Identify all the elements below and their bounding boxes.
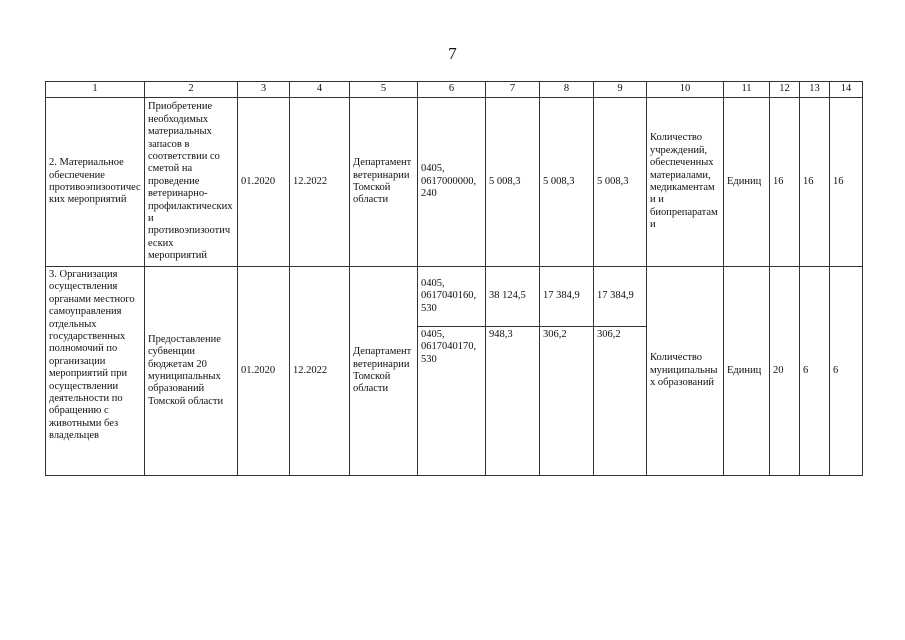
header-cell: 4 [290, 82, 350, 98]
amount-cell: 5 008,3 [540, 98, 594, 267]
value-cell: 6 [830, 267, 863, 476]
header-cell: 2 [145, 82, 238, 98]
header-cell: 13 [800, 82, 830, 98]
header-cell: 10 [647, 82, 724, 98]
amount-cell: 948,3 [486, 327, 540, 476]
value-cell: 16 [830, 98, 863, 267]
amount-cell: 5 008,3 [486, 98, 540, 267]
unit-cell: Единиц [724, 267, 770, 476]
budget-code-cell: 0405, 0617000000, 240 [418, 98, 486, 267]
header-cell: 14 [830, 82, 863, 98]
value-cell: 16 [770, 98, 800, 267]
start-date-cell: 01.2020 [238, 98, 290, 267]
value-cell: 6 [800, 267, 830, 476]
header-cell: 5 [350, 82, 418, 98]
amount-cell: 306,2 [540, 327, 594, 476]
budget-code-cell: 0405, 0617040160, 530 [418, 267, 486, 327]
table-row [46, 98, 863, 267]
activity-description-cell: Предоставление субвенции бюджетам 20 муниципальных образований Томской области [145, 267, 238, 476]
executor-cell: Департамент ветеринарии Томской области [350, 267, 418, 476]
header-row [46, 82, 863, 98]
page-number: 7 [448, 44, 457, 63]
amount-cell: 38 124,5 [486, 267, 540, 327]
activity-name-cell: 3. Организация осуществления органами местного самоуправления отдельных государственных полномочий по организации мероприятий при осуществлении деятельности по обращению с животными без владельцев [46, 267, 145, 476]
header-cell: 12 [770, 82, 800, 98]
budget-code-cell: 0405, 0617040170, 530 [418, 327, 486, 476]
unit-cell: Единиц [724, 98, 770, 267]
value-cell: 16 [800, 98, 830, 267]
value-cell: 20 [770, 267, 800, 476]
header-cell: 3 [238, 82, 290, 98]
activity-name-cell: 2. Материальное обеспечение противоэпизоотических мероприятий [46, 98, 145, 267]
program-table [45, 81, 863, 476]
indicator-cell: Количество учреждений, обеспеченных материалами, медикаментами и биопрепаратами [647, 98, 724, 267]
header-cell: 7 [486, 82, 540, 98]
header-cell: 8 [540, 82, 594, 98]
amount-cell: 17 384,9 [540, 267, 594, 327]
end-date-cell: 12.2022 [290, 98, 350, 267]
header-cell: 1 [46, 82, 145, 98]
start-date-cell: 01.2020 [238, 267, 290, 476]
header-cell: 9 [594, 82, 647, 98]
header-cell: 6 [418, 82, 486, 98]
header-cell: 11 [724, 82, 770, 98]
amount-cell: 5 008,3 [594, 98, 647, 267]
table-row [46, 267, 863, 327]
activity-description-cell: Приобретение необходимых материальных запасов в соответствии со сметой на проведение ветеринарно-профилактических и противоэпизоотических мероприятий [145, 98, 238, 267]
amount-cell: 17 384,9 [594, 267, 647, 327]
end-date-cell: 12.2022 [290, 267, 350, 476]
indicator-cell: Количество муниципальных образований [647, 267, 724, 476]
amount-cell: 306,2 [594, 327, 647, 476]
executor-cell: Департамент ветеринарии Томской области [350, 98, 418, 267]
